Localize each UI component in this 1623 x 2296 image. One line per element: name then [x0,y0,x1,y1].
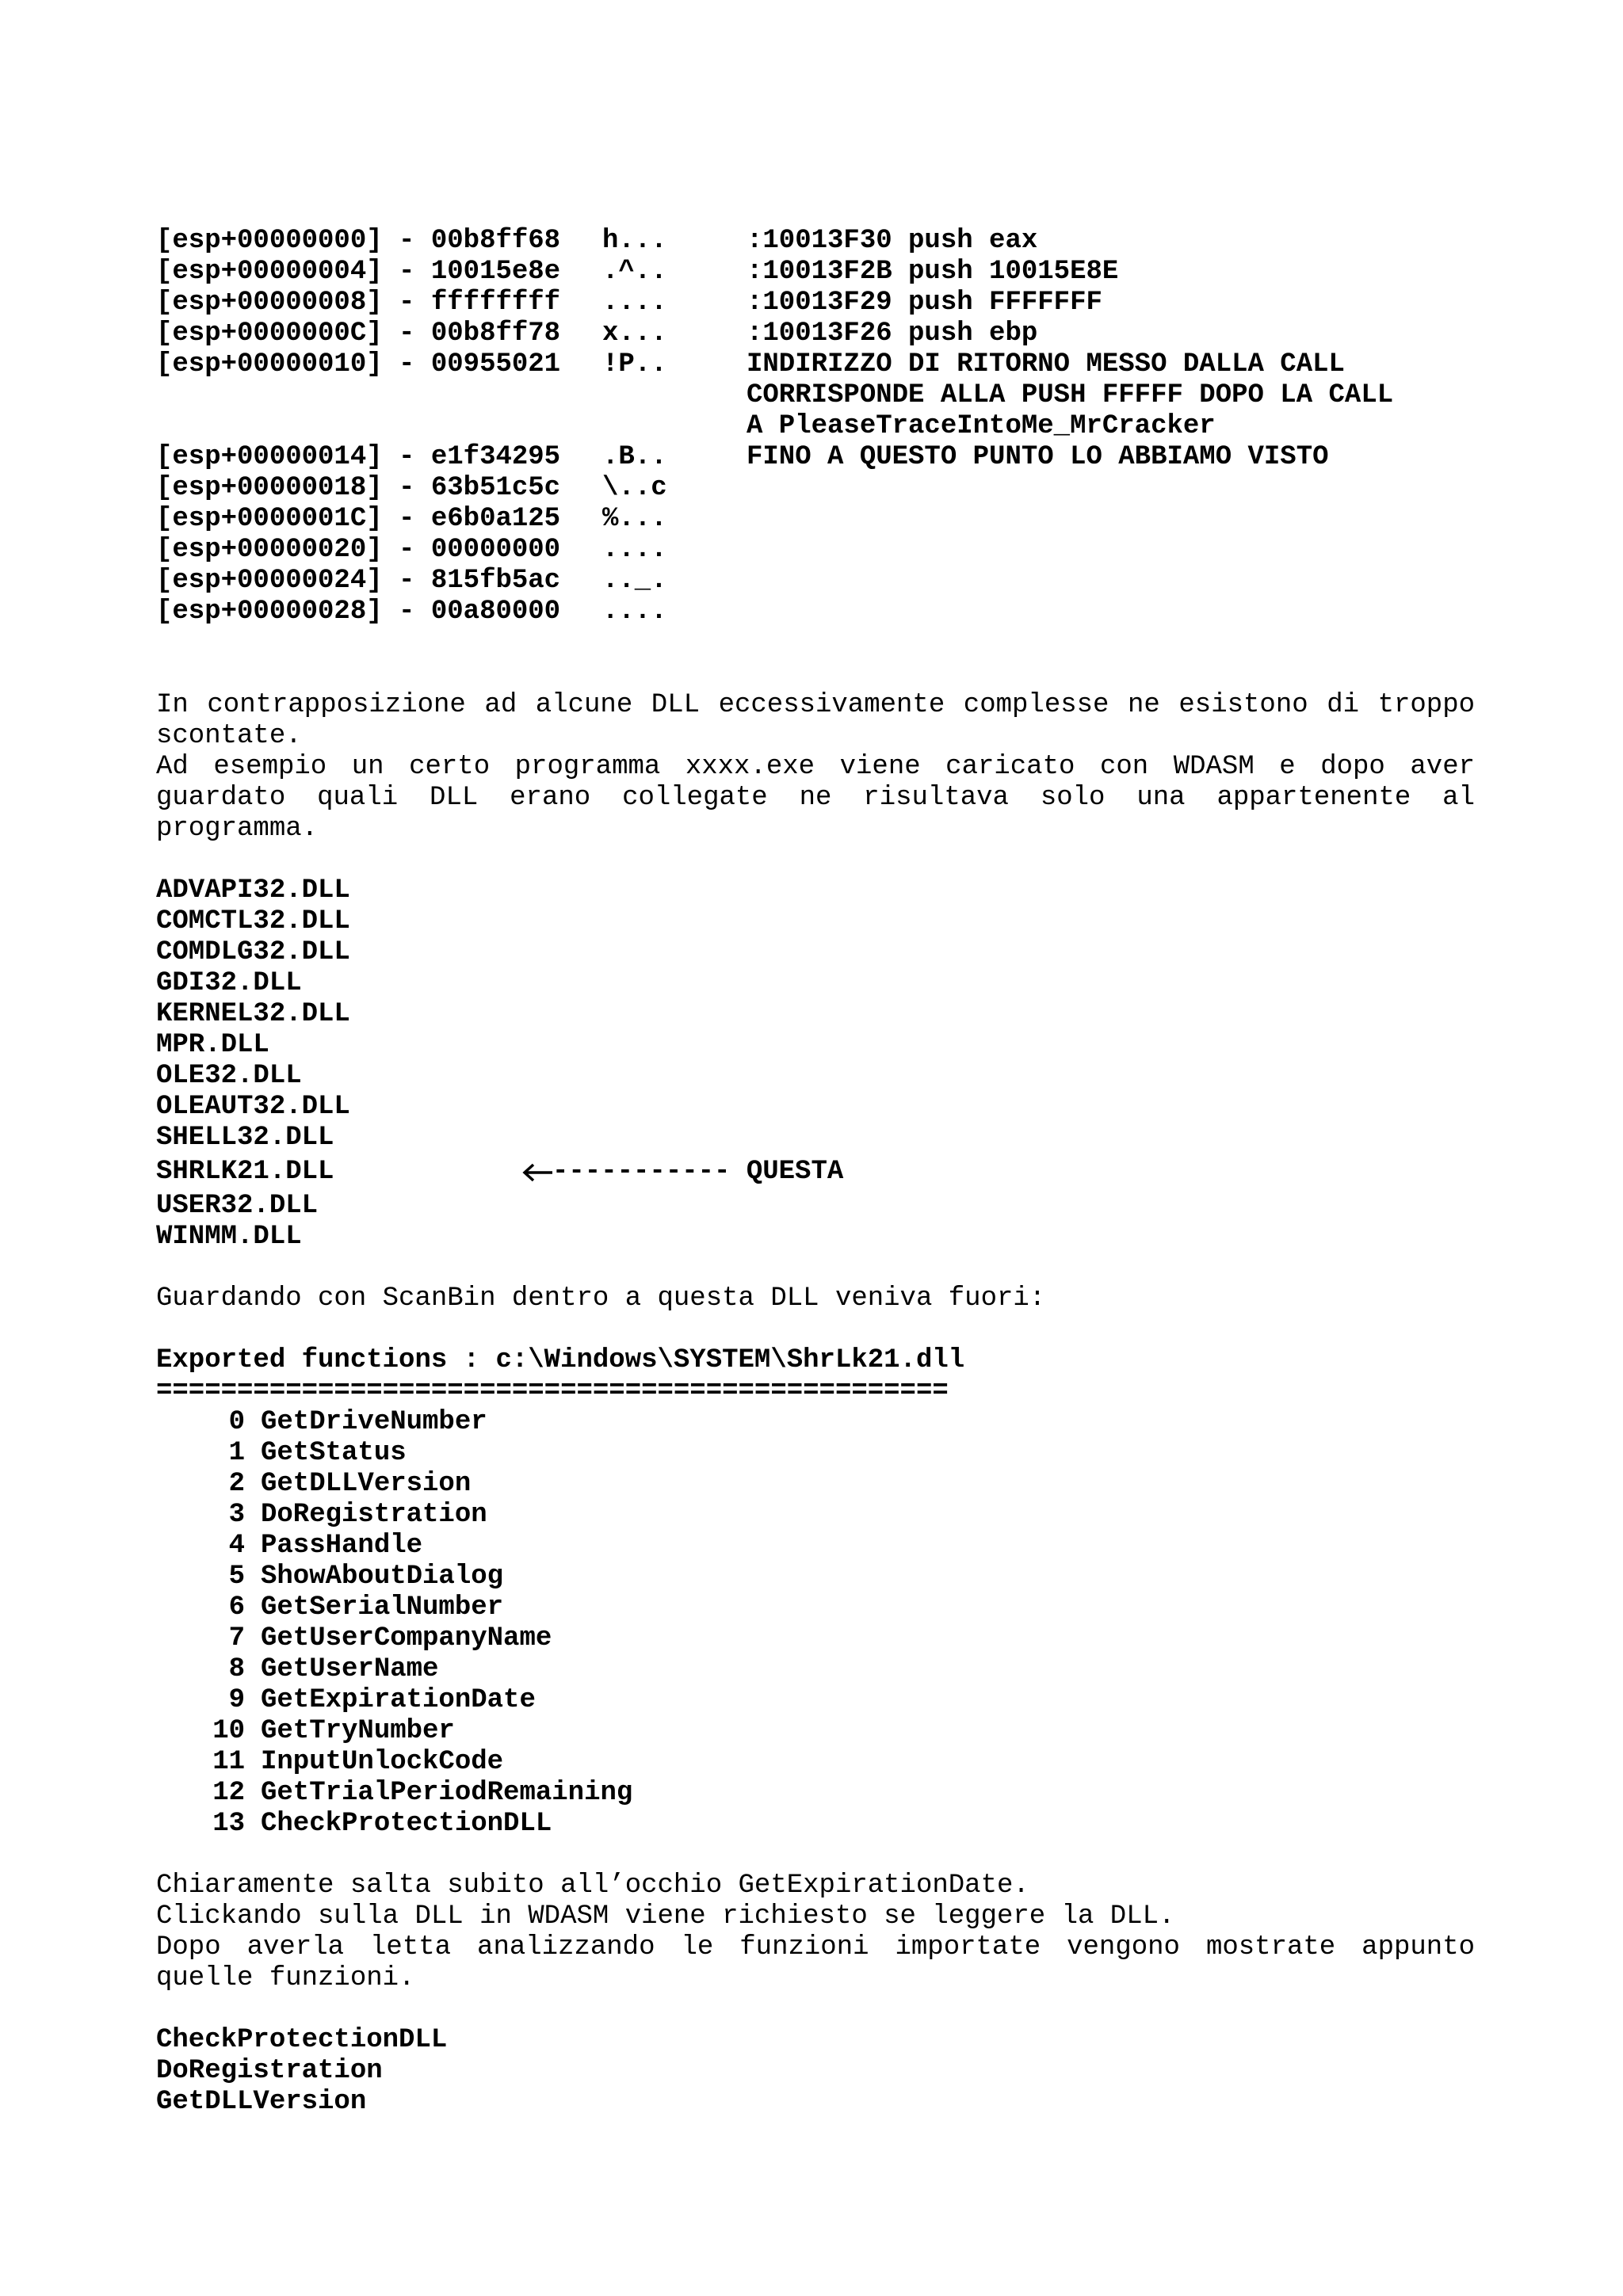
dll-item-highlighted [156,1154,1475,1191]
document-page [156,226,1475,2118]
export-item [156,1685,1475,1716]
stack-addr [156,380,602,411]
export-ordinal: 1 [228,1438,245,1468]
questa-label: ----------- QUESTA [552,1157,844,1187]
stack-note: :10013F26 push ebp [747,318,1038,349]
closing-line: Clickando sulla DLL in WDASM viene richiesto se leggere la DLL. [156,1901,1175,1932]
dll-item: COMDLG32.DLL [156,937,350,967]
stack-addr: [esp+00000008] - ffffffff [156,288,561,318]
stack-addr: [esp+0000001C] - e6b0a125 [156,504,561,534]
intro-line: scontate. [156,721,302,751]
export-item [156,1469,1475,1500]
stack-note: FINO A QUESTO PUNTO LO ABBIAMO VISTO [747,442,1329,472]
export-ordinal: 5 [228,1562,245,1592]
export-ordinal: 7 [228,1623,245,1653]
stack-dump [156,226,1475,627]
stack-row [156,318,1475,349]
questa-marker [521,1154,843,1191]
stack-ascii: .._. [602,566,667,596]
stack-note: :10013F30 push eax [747,226,1038,256]
export-item [156,1407,1475,1438]
export-ordinal: 10 [212,1716,245,1746]
stack-note: A PleaseTraceIntoMe_MrCracker [747,411,1216,441]
stack-addr [156,411,602,442]
dll-item: KERNEL32.DLL [156,999,350,1029]
stack-ascii: .^.. [602,257,667,287]
export-ordinal: 4 [228,1531,245,1561]
export-ordinal: 12 [212,1778,245,1808]
export-name: GetExpirationDate [261,1685,536,1715]
dll-list [156,875,1475,1253]
dll-item: MPR.DLL [156,1030,269,1060]
stack-row [156,380,1475,411]
intro-line: In contrapposizione ad alcune DLL eccessivamente complesse ne esistono di troppo [156,690,1475,720]
stack-ascii [602,411,747,442]
stack-note: CORRISPONDE ALLA PUSH FFFFF DOPO LA CALL [747,380,1394,410]
imported-item: CheckProtectionDLL [156,2025,448,2055]
exports-title: Exported functions : c:\Windows\SYSTEM\ShrLk21.dll [156,1345,965,1375]
stack-row [156,226,1475,257]
intro-paragraph [156,690,1475,845]
stack-addr: [esp+00000018] - 63b51c5c [156,473,561,503]
export-name: InputUnlockCode [261,1747,504,1777]
stack-addr: [esp+00000000] - 00b8ff68 [156,226,561,256]
export-ordinal: 11 [212,1747,245,1777]
export-name: DoRegistration [261,1500,487,1530]
stack-ascii: !P.. [602,349,667,379]
exports-rule: ================================================= [156,1376,949,1406]
export-item [156,1623,1475,1654]
export-name: ShowAboutDialog [261,1562,504,1592]
export-ordinal: 13 [212,1809,245,1839]
stack-ascii [602,380,747,411]
stack-row [156,411,1475,442]
export-item [156,1778,1475,1809]
exports-list [156,1407,1475,1840]
export-name: GetUserName [261,1654,439,1684]
export-item [156,1500,1475,1531]
export-ordinal: 3 [228,1500,245,1530]
export-name: GetStatus [261,1438,407,1468]
dll-item: GDI32.DLL [156,968,302,998]
stack-addr: [esp+00000004] - 10015e8e [156,257,561,287]
dll-item: COMCTL32.DLL [156,906,350,936]
stack-addr: [esp+0000000C] - 00b8ff78 [156,318,561,349]
stack-ascii: .... [602,288,667,318]
stack-note: :10013F29 push FFFFFFF [747,288,1102,318]
stack-row [156,442,1475,473]
stack-ascii: \..c [602,473,667,503]
closing-line: Dopo averla letta analizzando le funzioni importate vengono mostrate appunto [156,1932,1475,1962]
export-name: GetSerialNumber [261,1592,504,1623]
closing-line: Chiaramente salta subito all’occhio GetExpirationDate. [156,1871,1029,1901]
stack-addr: [esp+00000024] - 815fb5ac [156,566,561,596]
export-item [156,1592,1475,1623]
dll-item: OLE32.DLL [156,1061,302,1091]
export-name: GetUserCompanyName [261,1623,552,1653]
export-ordinal: 9 [228,1685,245,1715]
left-arrow-icon [521,1161,552,1184]
exports-section [156,1345,1475,1840]
dll-item: SHELL32.DLL [156,1123,334,1153]
stack-ascii: .... [602,597,667,627]
export-ordinal: 0 [228,1407,245,1437]
stack-ascii: h... [602,226,667,256]
stack-row [156,535,1475,566]
export-item [156,1809,1475,1840]
dll-item: USER32.DLL [156,1191,319,1221]
export-item [156,1562,1475,1592]
stack-ascii: .B.. [602,442,667,472]
stack-row [156,473,1475,504]
intro-line: programma. [156,814,319,844]
dll-item: OLEAUT32.DLL [156,1092,350,1122]
stack-ascii: %... [602,504,667,534]
export-item [156,1747,1475,1778]
dll-item-name: SHRLK21.DLL [156,1157,334,1187]
stack-addr: [esp+00000010] - 00955021 [156,349,561,379]
export-name: PassHandle [261,1531,423,1561]
closing-line: quelle funzioni. [156,1963,415,1993]
stack-addr: [esp+00000014] - e1f34295 [156,442,561,472]
export-item [156,1654,1475,1685]
intro-line: Ad esempio un certo programma xxxx.exe viene caricato con WDASM e dopo aver [156,752,1475,782]
imported-list [156,2025,1475,2118]
imported-item: GetDLLVersion [156,2087,367,2117]
stack-row [156,288,1475,318]
stack-ascii: x... [602,318,667,349]
export-item [156,1531,1475,1562]
stack-row [156,504,1475,535]
stack-note: :10013F2B push 10015E8E [747,257,1119,287]
stack-row [156,566,1475,597]
export-name: GetTrialPeriodRemaining [261,1778,633,1808]
export-ordinal: 6 [228,1592,245,1623]
dll-item: ADVAPI32.DLL [156,875,350,906]
stack-row [156,349,1475,380]
stack-row [156,257,1475,288]
imported-item: DoRegistration [156,2056,383,2086]
scanbin-intro: Guardando con ScanBin dentro a questa DLL veniva fuori: [156,1283,1046,1314]
dll-item: WINMM.DLL [156,1222,302,1252]
closing-paragraph [156,1871,1475,1994]
stack-addr: [esp+00000020] - 00000000 [156,535,561,565]
export-item [156,1716,1475,1747]
export-name: GetDLLVersion [261,1469,472,1499]
stack-addr: [esp+00000028] - 00a80000 [156,597,561,627]
export-ordinal: 8 [228,1654,245,1684]
stack-row [156,597,1475,627]
export-name: GetDriveNumber [261,1407,487,1437]
export-ordinal: 2 [228,1469,245,1499]
stack-note: INDIRIZZO DI RITORNO MESSO DALLA CALL [747,349,1345,379]
intro-line: guardato quali DLL erano collegate ne risultava solo una appartenente al [156,783,1475,813]
stack-ascii: .... [602,535,667,565]
export-name: GetTryNumber [261,1716,455,1746]
export-item [156,1438,1475,1469]
export-name: CheckProtectionDLL [261,1809,552,1839]
